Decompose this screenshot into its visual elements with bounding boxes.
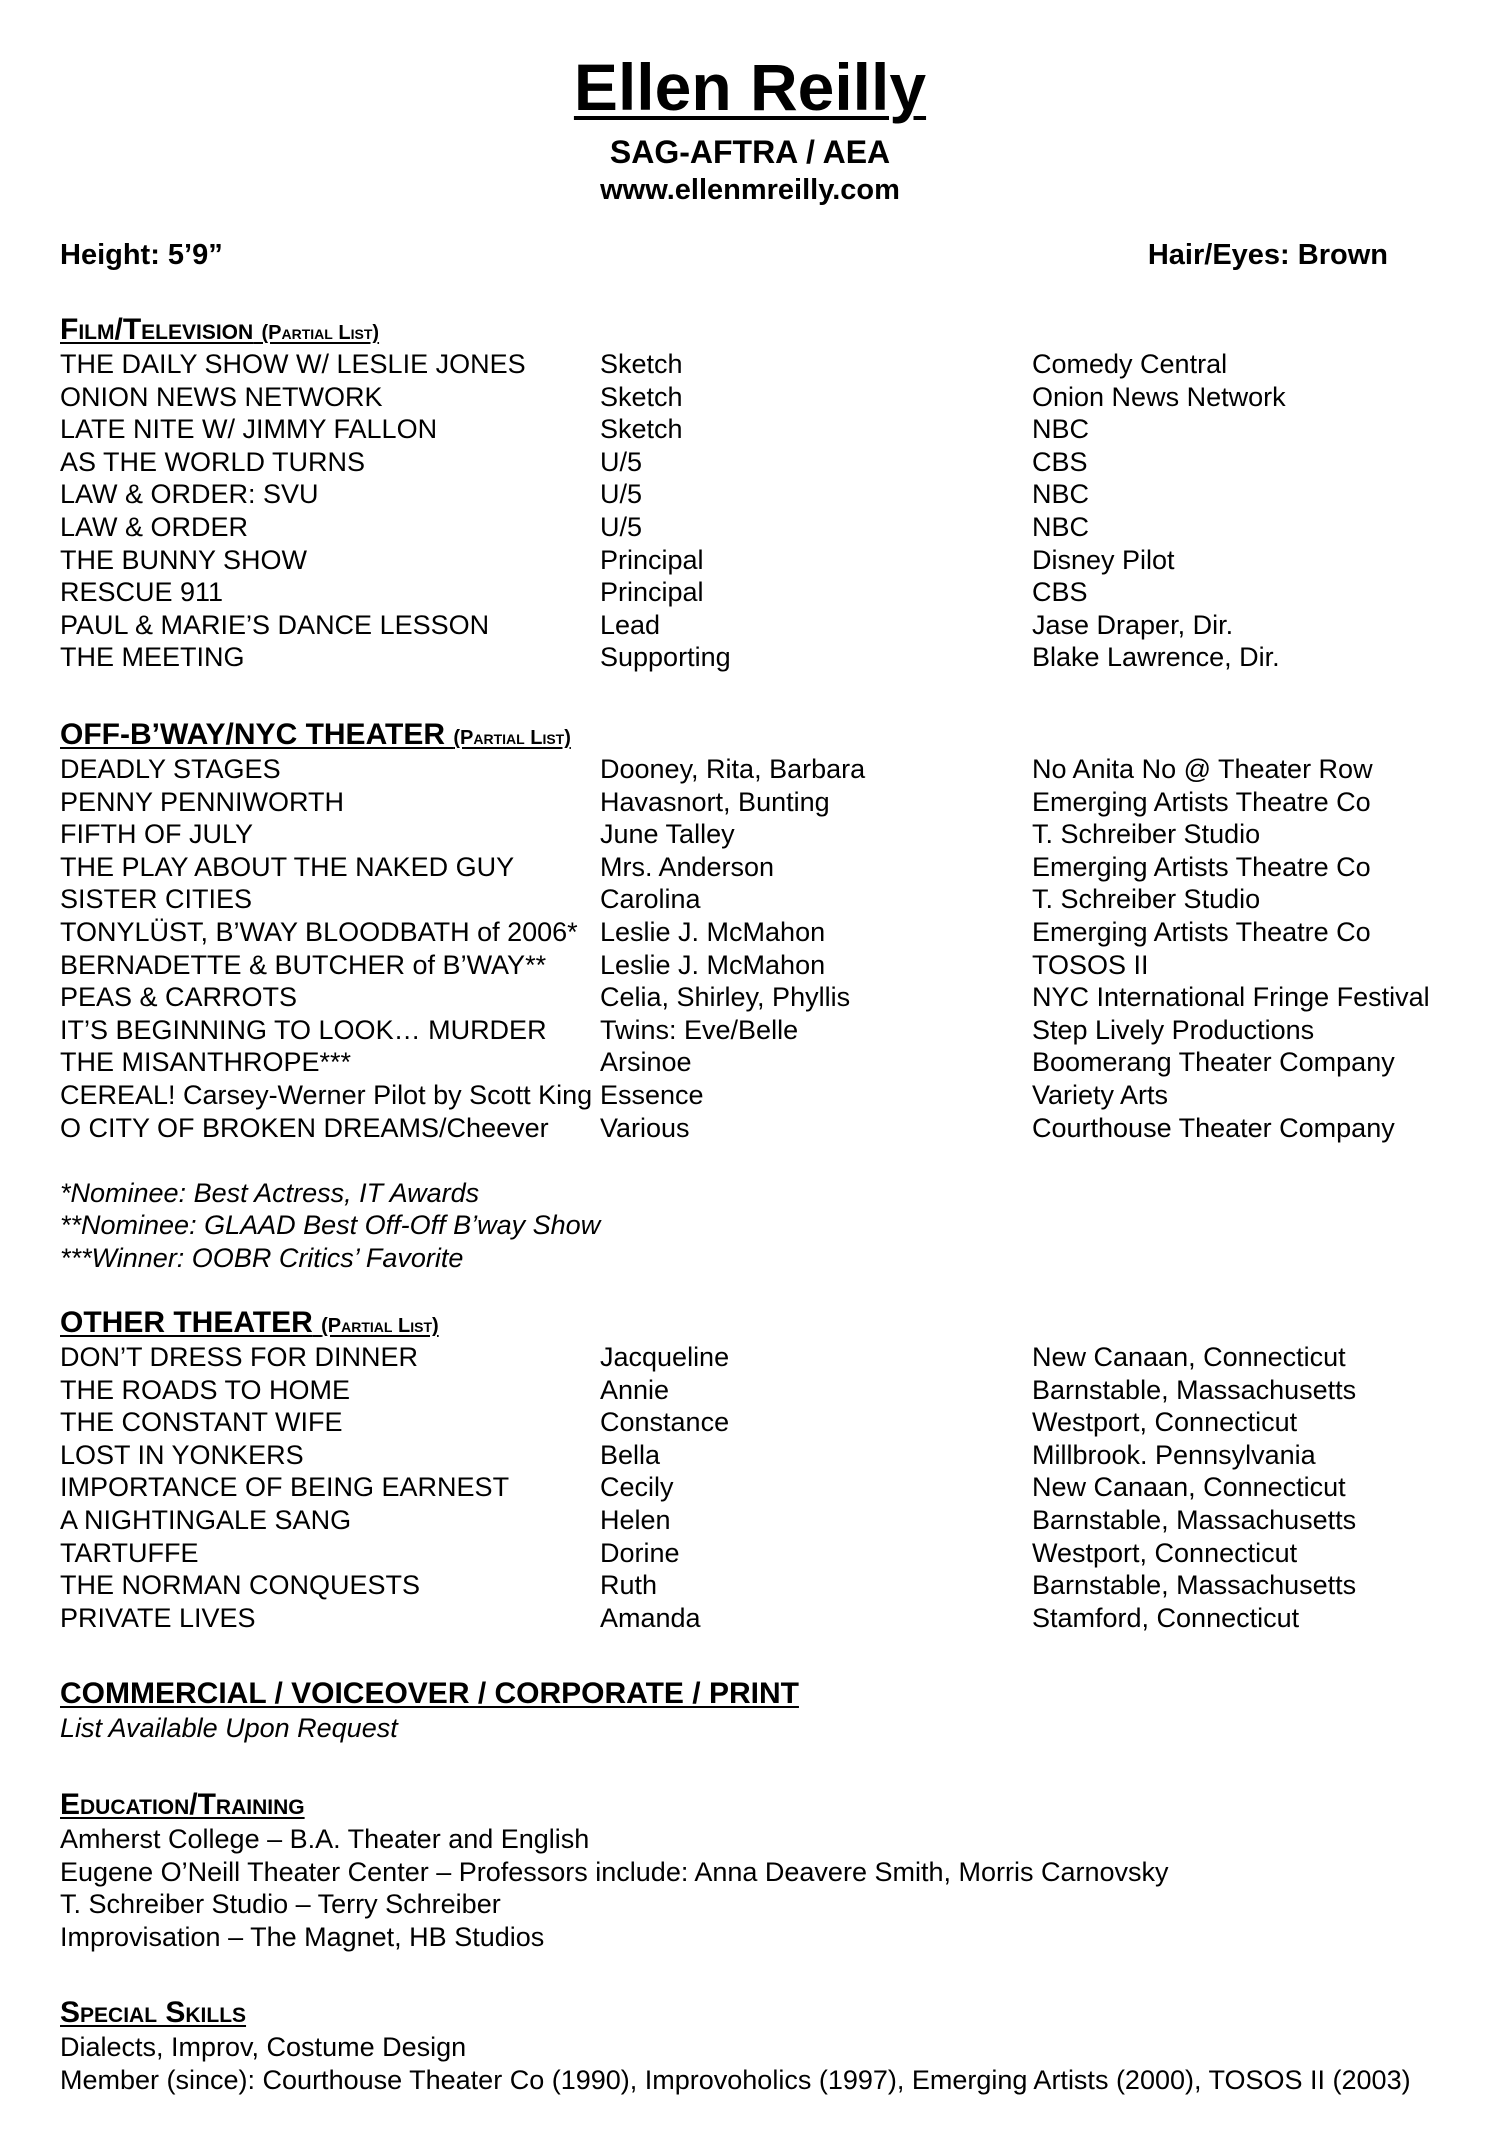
credit-venue: NYC International Fringe Festival	[1032, 982, 1430, 1013]
credit-row	[60, 348, 1460, 381]
section-subtitle: (Partial List)	[261, 322, 380, 344]
credit-row	[60, 609, 1460, 642]
credit-role: Bella	[600, 1439, 661, 1470]
award-note: **Nominee: GLAAD Best Off-Off B’way Show	[60, 1210, 601, 1241]
credit-role: Cecily	[600, 1472, 674, 1503]
credit-title: O CITY OF BROKEN DREAMS/Cheever	[60, 1112, 549, 1143]
credit-venue: Westport, Connecticut	[1032, 1407, 1298, 1438]
credit-title: IT’S BEGINNING TO LOOK… MURDER	[60, 1014, 547, 1045]
credit-role: Havasnort, Bunting	[600, 786, 830, 817]
credit-title: SISTER CITIES	[60, 884, 253, 915]
resume-header	[0, 50, 1500, 208]
credit-venue: Stamford, Connecticut	[1032, 1602, 1300, 1633]
credit-row	[60, 818, 1460, 851]
credit-venue: Emerging Artists Theatre Co	[1032, 786, 1371, 817]
credit-venue: NBC	[1032, 414, 1090, 445]
credit-title: LAW & ORDER	[60, 511, 249, 542]
credit-row	[60, 446, 1460, 479]
credit-venue: Onion News Network	[1032, 381, 1286, 412]
credit-venue: Westport, Connecticut	[1032, 1537, 1298, 1568]
height-stat: Height: 5’9”	[60, 239, 223, 271]
credit-role: Constance	[600, 1407, 730, 1438]
credit-title: TONYLÜST, B’WAY BLOODBATH of 2006*	[60, 916, 578, 947]
credit-title: THE MEETING	[60, 642, 245, 673]
credit-title: A NIGHTINGALE SANG	[60, 1504, 352, 1535]
credit-row	[60, 1079, 1460, 1112]
credit-role: Sketch	[600, 349, 683, 379]
credit-venue: Barnstable, Massachusetts	[1032, 1374, 1357, 1405]
credit-role: Arsinoe	[600, 1047, 692, 1078]
credit-title: THE PLAY ABOUT THE NAKED GUY	[60, 851, 515, 882]
credit-row	[60, 576, 1460, 609]
credit-row	[60, 753, 1460, 786]
credit-venue: New Canaan, Connecticut	[1032, 1342, 1346, 1372]
credit-venue: Comedy Central	[1032, 349, 1228, 379]
skills-line: Dialects, Improv, Costume Design	[60, 2032, 467, 2062]
credit-row	[60, 1471, 1460, 1504]
other-theater-section	[60, 1305, 1460, 1634]
actor-name: Ellen Reilly	[573, 50, 927, 124]
credit-venue: NBC	[1032, 511, 1090, 542]
credit-title: LATE NITE W/ JIMMY FALLON	[60, 414, 438, 445]
credit-row	[60, 478, 1460, 511]
credit-row	[60, 1406, 1460, 1439]
credit-role: Twins: Eve/Belle	[600, 1014, 799, 1045]
credit-role: Various	[600, 1112, 690, 1143]
credit-row	[60, 511, 1460, 544]
credit-role: Celia, Shirley, Phyllis	[600, 982, 851, 1013]
union-affiliations: SAG-AFTRA / AEA	[609, 134, 891, 170]
education-line: T. Schreiber Studio – Terry Schreiber	[60, 1889, 501, 1920]
website-link[interactable]: www.ellenmreilly.com	[600, 174, 900, 206]
section-title	[60, 1305, 1460, 1341]
award-notes	[60, 1177, 1460, 1275]
credit-title: PRIVATE LIVES	[60, 1602, 256, 1633]
credit-venue: Millbrook. Pennsylvania	[1032, 1439, 1316, 1470]
credit-title: LAW & ORDER: SVU	[60, 479, 319, 510]
credit-role: Jacqueline	[600, 1342, 730, 1372]
credit-venue: Variety Arts	[1032, 1079, 1169, 1110]
credit-row	[60, 1014, 1460, 1047]
credit-row	[60, 786, 1460, 819]
section-subtitle: (Partial List)	[453, 727, 571, 749]
credit-role: Carolina	[600, 884, 701, 915]
credits-list	[60, 753, 1460, 1144]
credit-venue: Barnstable, Massachusetts	[1032, 1504, 1357, 1535]
section-title-text: OFF-B’WAY/NYC THEATER	[60, 718, 446, 751]
credit-role: Dooney, Rita, Barbara	[600, 754, 866, 784]
credit-row	[60, 883, 1460, 916]
credit-role: Leslie J. McMahon	[600, 916, 826, 947]
credit-title: DON’T DRESS FOR DINNER	[60, 1342, 419, 1372]
credit-row	[60, 1046, 1460, 1079]
credit-title: FIFTH OF JULY	[60, 819, 253, 850]
credit-role: Annie	[600, 1374, 670, 1405]
award-note: ***Winner: OOBR Critics’ Favorite	[60, 1242, 464, 1273]
education-section	[60, 1787, 1460, 1953]
credit-title: THE MISANTHROPE***	[60, 1047, 352, 1078]
credit-title: PEAS & CARROTS	[60, 982, 298, 1013]
credit-role: Sketch	[600, 381, 683, 412]
education-line: Eugene O’Neill Theater Center – Professors include: Anna Deavere Smith, Morris Carnovsky	[60, 1856, 1169, 1887]
credit-role: Amanda	[600, 1602, 701, 1633]
credit-role: Helen	[600, 1504, 671, 1535]
credit-role: June Talley	[600, 819, 735, 850]
commercial-note: List Available Upon Request	[60, 1713, 398, 1743]
credit-row	[60, 1439, 1460, 1472]
section-title	[60, 312, 1460, 348]
credit-venue: T. Schreiber Studio	[1032, 884, 1261, 915]
credit-venue: No Anita No @ Theater Row	[1032, 754, 1373, 784]
credit-title: BERNADETTE & BUTCHER of B’WAY**	[60, 949, 547, 980]
credit-row	[60, 1341, 1460, 1374]
credit-title: TARTUFFE	[60, 1537, 199, 1568]
credit-row	[60, 916, 1460, 949]
credit-venue: Step Lively Productions	[1032, 1014, 1315, 1045]
credit-title: THE CONSTANT WIFE	[60, 1407, 343, 1438]
credit-title: IMPORTANCE OF BEING EARNEST	[60, 1472, 510, 1503]
credit-venue: Disney Pilot	[1032, 544, 1175, 575]
credit-role: Supporting	[600, 642, 731, 673]
credit-role: Principal	[600, 577, 704, 608]
credit-title: THE BUNNY SHOW	[60, 544, 308, 575]
credit-venue: Jase Draper, Dir.	[1032, 609, 1234, 640]
credit-row	[60, 851, 1460, 884]
section-title	[60, 717, 1460, 753]
credit-row	[60, 641, 1460, 674]
credit-row	[60, 1537, 1460, 1570]
credit-role: Leslie J. McMahon	[600, 949, 826, 980]
credit-venue: New Canaan, Connecticut	[1032, 1472, 1346, 1503]
credit-title: ONION NEWS NETWORK	[60, 381, 383, 412]
section-title: COMMERCIAL / VOICEOVER / CORPORATE / PRINT	[60, 1677, 799, 1710]
credit-row	[60, 1569, 1460, 1602]
credit-venue: Courthouse Theater Company	[1032, 1112, 1395, 1143]
credit-title: LOST IN YONKERS	[60, 1439, 304, 1470]
section-title: Education/Training	[60, 1788, 305, 1821]
credit-role: Sketch	[600, 414, 683, 445]
credit-role: U/5	[600, 479, 643, 510]
credit-venue: Blake Lawrence, Dir.	[1032, 642, 1280, 673]
section-title: Special Skills	[60, 1996, 247, 2029]
special-skills-section	[60, 1995, 1460, 2096]
credit-role: Dorine	[600, 1537, 680, 1568]
credit-title: PAUL & MARIE’S DANCE LESSON	[60, 609, 490, 640]
credit-row	[60, 544, 1460, 577]
commercial-section	[60, 1676, 1460, 1745]
credit-title: THE NORMAN CONQUESTS	[60, 1570, 421, 1601]
credit-row	[60, 381, 1460, 414]
credit-venue: T. Schreiber Studio	[1032, 819, 1261, 850]
credit-role: Mrs. Anderson	[600, 851, 775, 882]
skills-line: Member (since): Courthouse Theater Co (1990), Improvoholics (1997), Emerging Artists (2000), TOSOS II (2003)	[60, 2064, 1411, 2095]
credit-role: Principal	[600, 544, 704, 575]
section-subtitle: (Partial List)	[321, 1315, 439, 1337]
credit-row	[60, 1112, 1460, 1145]
education-line: Improvisation – The Magnet, HB Studios	[60, 1921, 545, 1952]
credit-title: THE DAILY SHOW W/ LESLIE JONES	[60, 349, 526, 379]
credit-title: AS THE WORLD TURNS	[60, 446, 366, 477]
credit-row	[60, 413, 1460, 446]
credit-title: DEADLY STAGES	[60, 754, 281, 784]
film-television-section	[60, 312, 1460, 674]
credit-role: U/5	[600, 511, 643, 542]
credit-title: CEREAL! Carsey-Werner Pilot by Scott King	[60, 1079, 593, 1110]
credits-list	[60, 1341, 1460, 1634]
credit-title: RESCUE 911	[60, 577, 224, 608]
credit-venue: Boomerang Theater Company	[1032, 1047, 1395, 1078]
education-line: Amherst College – B.A. Theater and English	[60, 1824, 590, 1854]
hair-eyes-stat: Hair/Eyes: Brown	[1147, 239, 1388, 271]
section-title-text: OTHER THEATER	[60, 1306, 313, 1339]
credit-venue: Barnstable, Massachusetts	[1032, 1570, 1357, 1601]
off-broadway-section	[60, 717, 1460, 1275]
credit-role: Ruth	[600, 1570, 658, 1601]
credits-list	[60, 348, 1460, 674]
credit-venue: CBS	[1032, 577, 1088, 608]
credit-role: Lead	[600, 609, 661, 640]
credit-venue: TOSOS II	[1032, 949, 1149, 980]
credit-row	[60, 1374, 1460, 1407]
credit-role: Essence	[600, 1079, 704, 1110]
credit-title: THE ROADS TO HOME	[60, 1374, 351, 1405]
credit-role: U/5	[600, 446, 643, 477]
credit-row	[60, 981, 1460, 1014]
credit-venue: NBC	[1032, 479, 1090, 510]
credit-row	[60, 949, 1460, 982]
award-note: *Nominee: Best Actress, IT Awards	[60, 1177, 480, 1208]
credit-venue: CBS	[1032, 446, 1088, 477]
credit-row	[60, 1602, 1460, 1635]
credit-venue: Emerging Artists Theatre Co	[1032, 851, 1371, 882]
credit-venue: Emerging Artists Theatre Co	[1032, 916, 1371, 947]
section-title-text: Film/Television	[60, 313, 254, 346]
credit-row	[60, 1504, 1460, 1537]
credit-title: PENNY PENNIWORTH	[60, 786, 345, 817]
